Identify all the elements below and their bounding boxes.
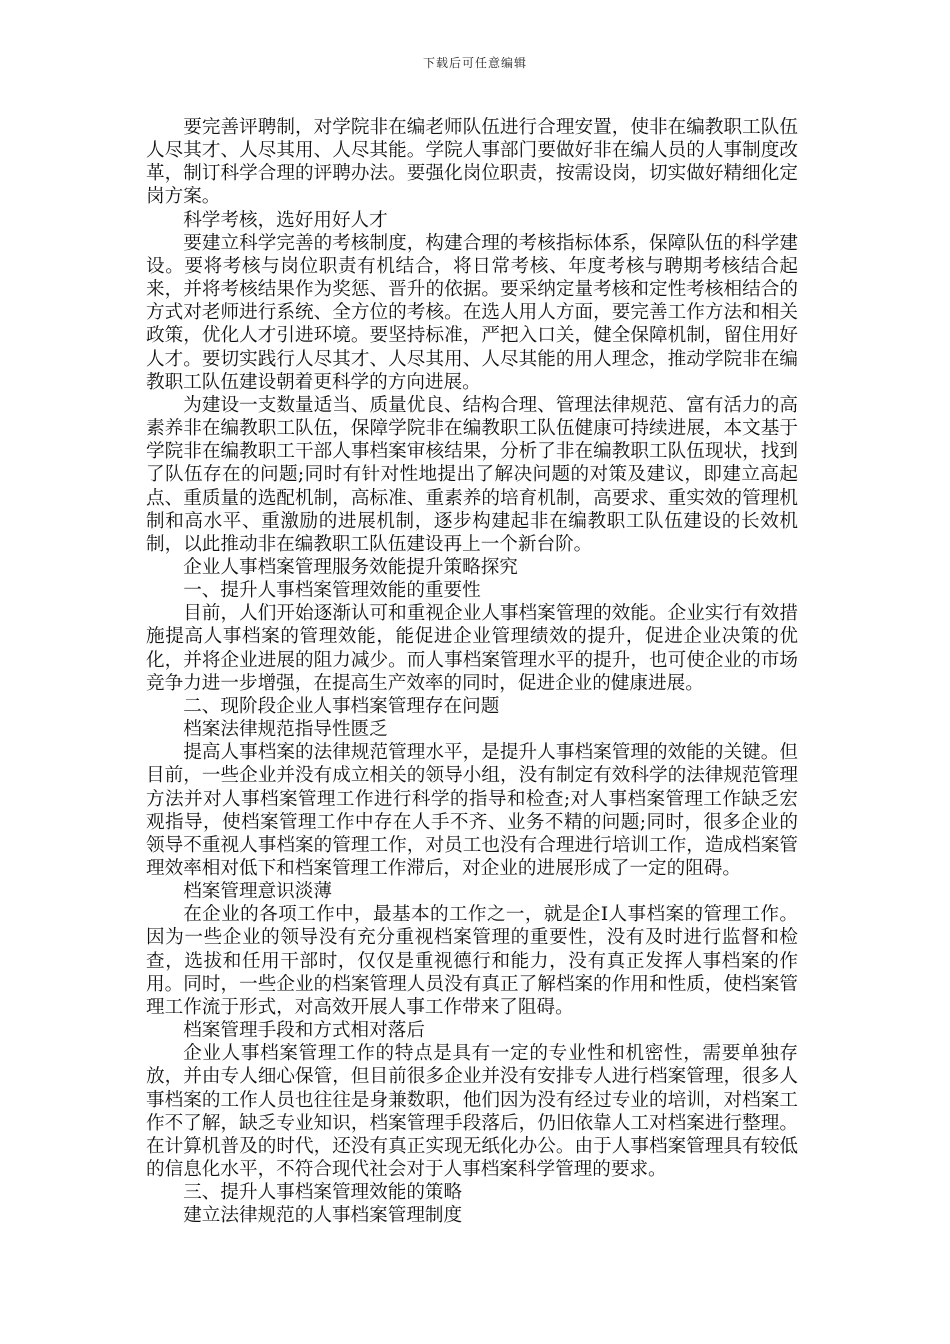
page-header-note: 下载后可任意编辑	[422, 56, 527, 70]
article-title: 企业人事档案管理服务效能提升策略探究	[183, 556, 518, 578]
paragraph-methods: 企业人事档案管理工作的特点是具有一定的专业性和机密性，需要单独存放，并由专人细心保管，但目前很多企业并没有安排专人进行档案管理，很多人事档案的工作人员也往往是身兼数职，他们因为没有经过专业的培训，对档案工作不了解，缺乏专业知识，档案管理手段落后，仍旧依靠人工对档案进行整理。在计算机普及的时代，还没有真正实现无纸化办公。由于人事档案管理具有较低的信息化水平，不符合现代社会对于人事档案科学管理的要求。	[146, 1043, 798, 1181]
section-heading-3: 三、提升人事档案管理效能的策略	[183, 1182, 463, 1204]
paragraph-legal-guidance: 提高人事档案的法律规范管理水平，是提升人事档案管理的效能的关键。但目前，一些企业并没有成立相关的领导小组，没有制定有效科学的法律规范管理方法并对人事档案管理工作进行科学的指导和检查;对人事档案管理工作缺乏宏观指导，使档案管理工作中存在人手不齐、业务不精的问题;同时，很多企业的领导不重视人事档案的管理工作，对员工也没有合理进行培训工作，造成档案管理效率相对低下和档案管理工作滞后，对企业的进展形成了一定的阻碍。	[146, 742, 798, 879]
paragraph-appointment-system: 要完善评聘制，对学院非在编老师队伍进行合理安置，使非在编教职工队伍人尽其才、人尽其用、人尽其能。学院人事部门要做好非在编人员的人事制度改革，制订科学合理的评聘办法。要强化岗位职责，按需设岗，切实做好精细化定岗方案。	[146, 117, 798, 208]
document-body	[146, 116, 798, 1228]
section-heading-2: 二、现阶段企业人事档案管理存在问题	[183, 695, 500, 717]
subheading-legal-system: 建立法律规范的人事档案管理制度	[183, 1205, 463, 1227]
paragraph-assessment-system: 要建立科学完善的考核制度，构建合理的考核指标体系，保障队伍的科学建设。要将考核与岗位职责有机结合，将日常考核、年度考核与聘期考核结合起来，并将考核结果作为奖惩、晋升的依据。要采纳定量考核和定性考核相结合的方式对老师进行系统、全方位的考核。在选人用人方面，要完善工作方法和相关政策，优化人才引进环境。要坚持标准，严把入口关，健全保障机制，留住用好人才。要切实践行人尽其才、人尽其用、人尽其能的用人理念，推动学院非在编教职工队伍建设朝着更科学的方向进展。	[146, 232, 798, 393]
subheading-methods: 档案管理手段和方式相对落后	[183, 1020, 425, 1042]
subheading-legal-guidance: 档案法律规范指导性匮乏	[183, 719, 388, 741]
subheading-awareness: 档案管理意识淡薄	[183, 881, 332, 903]
paragraph-importance: 目前，人们开始逐渐认可和重视企业人事档案管理的效能。企业实行有效措施提高人事档案的管理效能，能促进企业管理绩效的提升，促进企业决策的优化，并将企业进展的阻力减少。而人事档案管理水平的提升，也可使企业的市场竞争力进一步增强，在提高生产效率的同时，促进企业的健康进展。	[146, 603, 798, 694]
paragraph-awareness: 在企业的各项工作中，最基本的工作之一，就是企I人事档案的管理工作。因为一些企业的领导没有充分重视档案管理的重要性，没有及时进行监督和检查，选拔和任用干部时，仅仅是重视德行和能力，没有真正发挥人事档案的作用。同时，一些企业的档案管理人员没有真正了解档案的作用和性质，使档案管理工作流于形式，对高效开展人事工作带来了阻碍。	[146, 904, 798, 1018]
paragraph-team-building-summary: 为建设一支数量适当、质量优良、结构合理、管理法律规范、富有活力的高素养非在编教职工队伍，保障学院非在编教职工队伍健康可持续进展，本文基于学院非在编教职工干部人事档案审核结果，分析了非在编教职工队伍现状，找到了队伍存在的问题;同时有针对性地提出了解决问题的对策及建议，即建立高起点、重质量的选配机制，高标准、重素养的培育机制，高要求、重实效的管理机制和高水平、重激励的进展机制，逐步构建起非在编教职工队伍建设的长效机制，以此推动非在编教职工队伍建设再上一个新台阶。	[146, 394, 798, 555]
section-heading-1: 一、提升人事档案管理效能的重要性	[183, 580, 481, 602]
heading-scientific-assessment: 科学考核，选好用好人才	[183, 209, 388, 231]
